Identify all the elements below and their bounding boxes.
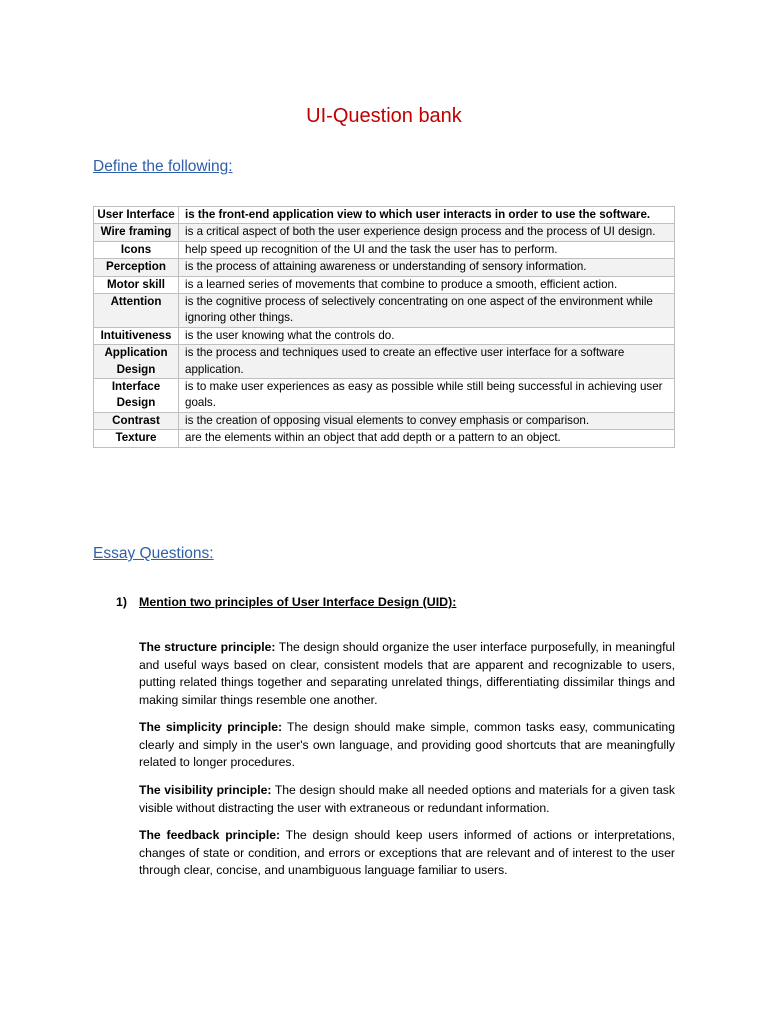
term-cell: User Interface [94,207,179,224]
definition-cell: is a critical aspect of both the user experience design process and the process of UI design. [179,224,675,241]
definition-cell: help speed up recognition of the UI and the task the user has to perform. [179,241,675,258]
principle-name: The simplicity principle: [139,720,283,734]
table-row [94,276,675,293]
definition-cell: is the process and techniques used to create an effective user interface for a software application. [179,345,675,379]
page-title: UI-Question bank [306,105,462,127]
question-number: 1) [116,595,128,609]
term-cell: Intuitiveness [94,327,179,344]
table-row [94,207,675,224]
table-row [94,412,675,429]
question-1 [116,594,456,611]
definition-cell: is to make user experiences as easy as possible while still being successful in achieving user goals. [179,379,675,413]
term-cell: Interface Design [94,379,179,413]
term-cell: Wire framing [94,224,179,241]
definition-cell: is the creation of opposing visual elements to convey emphasis or comparison. [179,412,675,429]
table-row [94,345,675,379]
term-cell: Attention [94,294,179,328]
essay-heading: Essay Questions: [93,545,214,562]
question-text: Mention two principles of User Interface Design (UID): [139,595,457,609]
principle-name: The feedback principle: [139,828,281,842]
definitions-table [93,206,675,448]
definition-cell: are the elements within an object that add depth or a pattern to an object. [179,430,675,447]
principle-name: The structure principle: [139,640,276,654]
principle-text: The design should keep users informed of actions or interpretations, changes of state or condition, and errors or exceptions that are relevant and of interest to the user through clear, concise, and unambiguous language familiar to users. [139,828,675,878]
table-row [94,224,675,241]
table-row [94,327,675,344]
table-row [94,241,675,258]
principle-text: The design should make all needed options and materials for a given task visible without distracting the user with extraneous or redundant information. [139,783,675,815]
term-cell: Application Design [94,345,179,379]
define-heading: Define the following: [93,158,233,175]
term-cell: Motor skill [94,276,179,293]
term-cell: Perception [94,259,179,276]
principle-text: The design should organize the user interface purposefully, in meaningful and useful ways based on clear, consistent models that are apparent and recognizable to users, putting related things together and separating unrelated things, differentiating dissimilar things and making similar things resemble one another. [139,640,676,707]
definition-cell: is the user knowing what the controls do. [179,327,675,344]
principle-name: The visibility principle: [139,783,272,797]
definition-cell: is the cognitive process of selectively concentrating on one aspect of the environment while ignoring other things. [179,294,675,328]
principle-paragraph [139,719,675,772]
table-row [94,430,675,447]
table-row [94,294,675,328]
principle-paragraph [139,782,675,817]
table-row [94,379,675,413]
principle-text: The design should make simple, common tasks easy, communicating clearly and simply in the user's own language, and providing good shortcuts that are meaningfully related to longer procedures. [139,720,675,770]
term-cell: Icons [94,241,179,258]
definition-cell: is a learned series of movements that combine to produce a smooth, efficient action. [179,276,675,293]
principle-paragraph [139,639,675,709]
principle-paragraph [139,827,675,880]
term-cell: Texture [94,430,179,447]
term-cell: Contrast [94,412,179,429]
definition-cell: is the process of attaining awareness or understanding of sensory information. [179,259,675,276]
table-row [94,259,675,276]
definition-cell: is the front-end application view to which user interacts in order to use the software. [179,207,675,224]
